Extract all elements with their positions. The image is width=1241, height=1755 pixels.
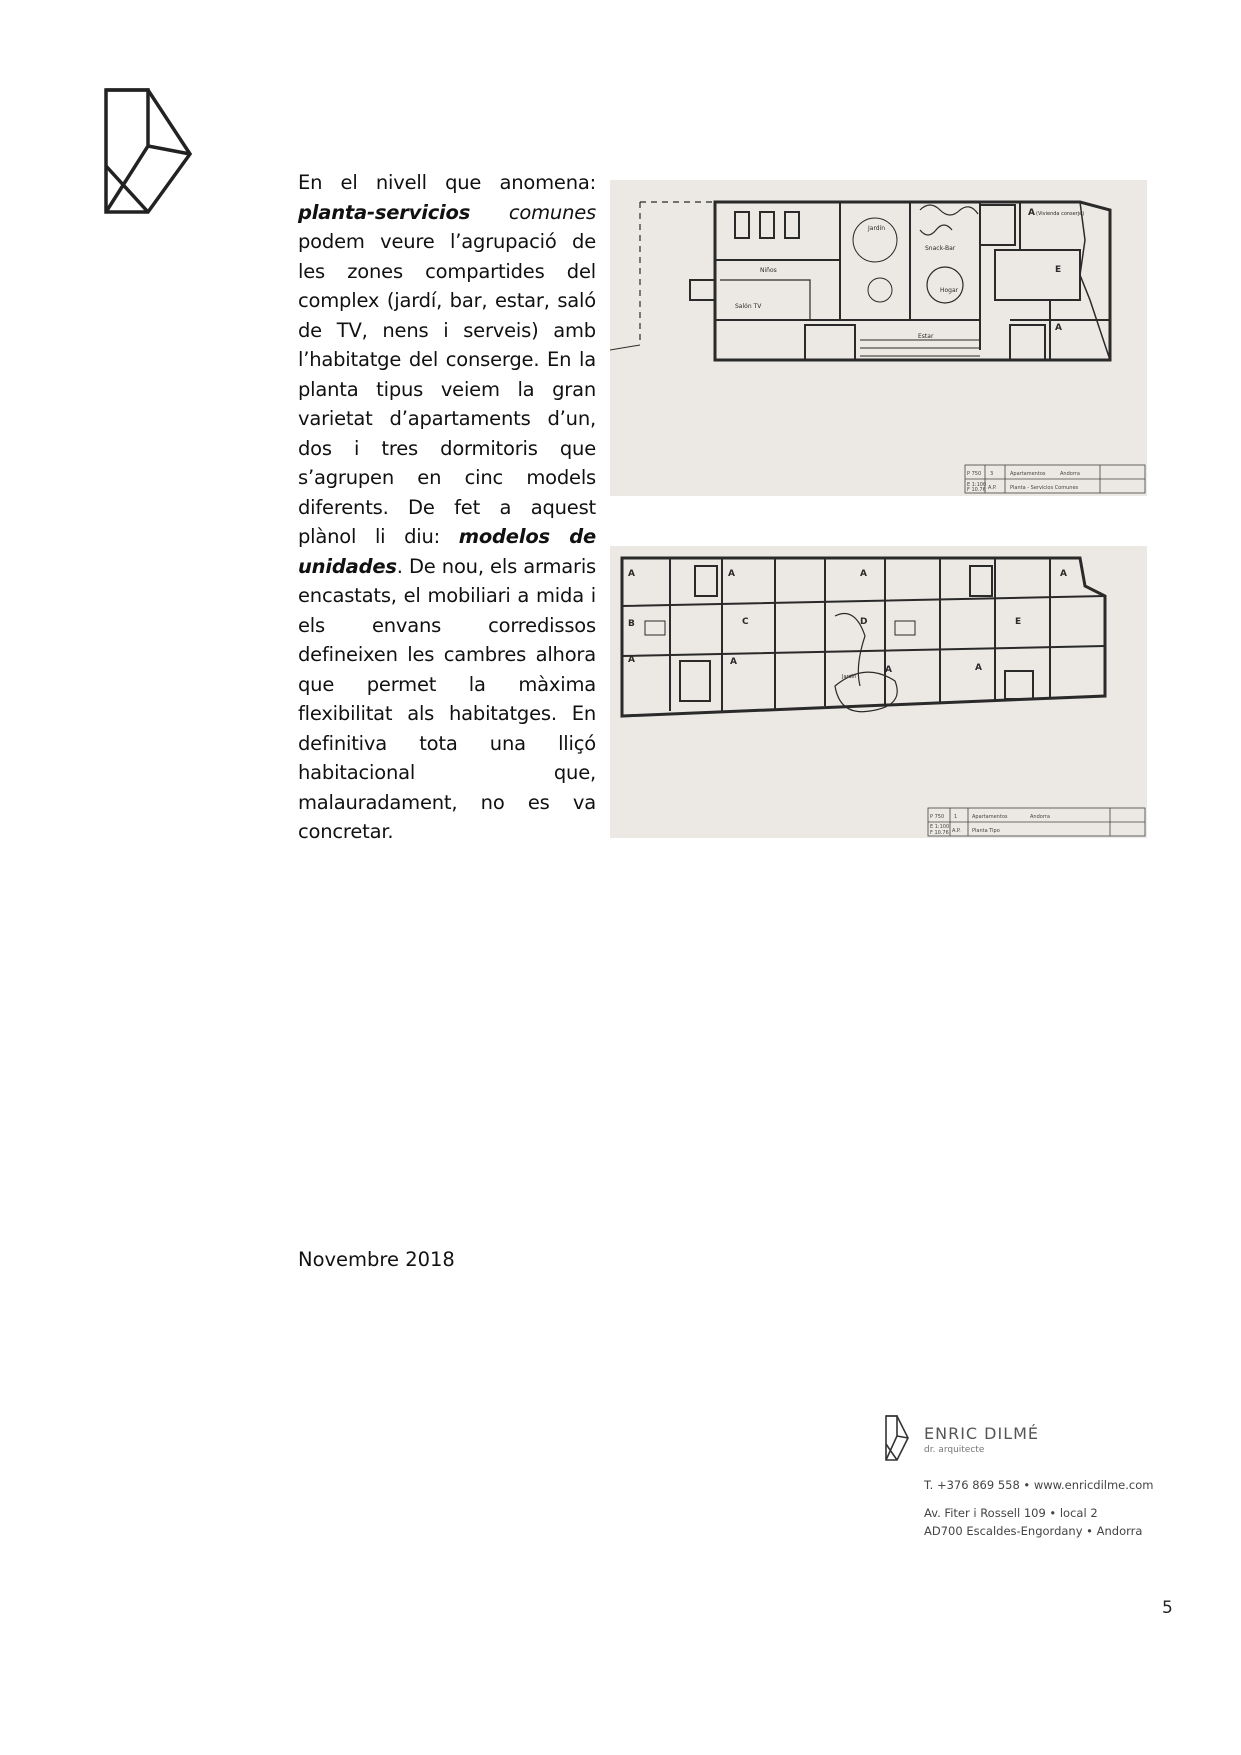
emphasis-comunes: comunes	[470, 200, 596, 224]
svg-text:Estar: Estar	[918, 333, 934, 340]
footer-address-line-1: Av. Fiter i Rossell 109 • local 2	[924, 1506, 1098, 1520]
svg-text:A: A	[860, 569, 867, 579]
floor-plan-typical	[610, 546, 1147, 838]
body-text-2: podem veure l’agrupació de les zones compartides del complex (jardí, bar, estar, saló de TV, nens i serveis) amb l’habitatge del conserge. En la planta tipus veiem la gran varietat d’apartaments d’un, dos i tres dormitoris que s’agrupen en cinc models diferents. De fet a aquest plànol li diu:	[298, 230, 596, 548]
page-number: 5	[1162, 1598, 1173, 1618]
svg-text:A: A	[975, 663, 982, 673]
svg-text:D: D	[860, 617, 868, 627]
svg-text:Snack-Bar: Snack-Bar	[925, 245, 956, 252]
svg-text:Andorra: Andorra	[1030, 814, 1050, 820]
svg-text:Apartamentos: Apartamentos	[1010, 471, 1046, 477]
svg-text:A: A	[1060, 569, 1067, 579]
svg-text:P 750: P 750	[967, 471, 982, 477]
svg-text:E: E	[1055, 265, 1062, 275]
svg-text:Salón TV: Salón TV	[735, 303, 762, 310]
svg-text:1: 1	[954, 814, 958, 820]
floor-plan-services	[610, 180, 1147, 496]
svg-text:F 10.76: F 10.76	[930, 830, 949, 836]
footer-address-line-2: AD700 Escaldes-Engordany • Andorra	[924, 1524, 1143, 1538]
footer-contact-line: T. +376 869 558 • www.enricdilme.com	[924, 1478, 1154, 1492]
svg-text:E 1:100: E 1:100	[967, 482, 987, 488]
svg-text:Andorra: Andorra	[1060, 471, 1080, 477]
emphasis-planta-servicios: planta-servicios	[298, 200, 471, 224]
svg-text:Jardín: Jardín	[842, 674, 857, 680]
document-date: Novembre 2018	[298, 1248, 455, 1271]
svg-text:A: A	[885, 665, 892, 675]
svg-text:A.P.: A.P.	[952, 828, 961, 834]
footer-company-name: ENRIC DILMÉ	[924, 1424, 1040, 1443]
svg-text:C: C	[742, 617, 749, 627]
svg-text:Planta Tipo: Planta Tipo	[972, 828, 1000, 834]
footer-logo-icon	[884, 1414, 910, 1462]
svg-text:3: 3	[990, 471, 994, 477]
body-text-1: En el nivell que anomena:	[298, 171, 596, 194]
svg-text:Planta - Servicios Comunes: Planta - Servicios Comunes	[1010, 485, 1079, 491]
svg-text:B: B	[628, 619, 635, 629]
body-text-3: . De nou, els armaris encastats, el mobiliari a mida i els envans corredissos defineixen les cambres alhora que permet la màxima flexibilitat als habitatges. En definitiva tota una lliçó habitacional que, malauradament, no es va concretar.	[298, 554, 596, 843]
logo-icon	[102, 86, 194, 216]
svg-text:P 750: P 750	[930, 814, 945, 820]
svg-text:Niños: Niños	[760, 267, 777, 274]
svg-text:A: A	[628, 569, 635, 579]
svg-text:A.P.: A.P.	[988, 485, 997, 491]
svg-text:(Vivienda conserje): (Vivienda conserje)	[1036, 211, 1085, 217]
svg-text:Jardín: Jardín	[868, 225, 886, 232]
svg-text:A: A	[730, 657, 737, 667]
svg-text:Hogar: Hogar	[940, 287, 959, 294]
svg-text:E 1:100: E 1:100	[930, 824, 950, 830]
svg-text:A: A	[1028, 208, 1035, 218]
svg-text:A: A	[1055, 323, 1062, 333]
emphasis-modelos-de-unidades: modelos de unidades	[298, 525, 597, 578]
svg-text:A: A	[728, 569, 735, 579]
svg-text:A: A	[628, 655, 635, 665]
svg-text:F 10.76: F 10.76	[967, 487, 986, 493]
svg-text:Apartamentos: Apartamentos	[972, 814, 1008, 820]
body-paragraph	[298, 168, 596, 847]
footer-company-subtitle: dr. arquitecte	[924, 1445, 985, 1455]
svg-text:E: E	[1015, 617, 1022, 627]
